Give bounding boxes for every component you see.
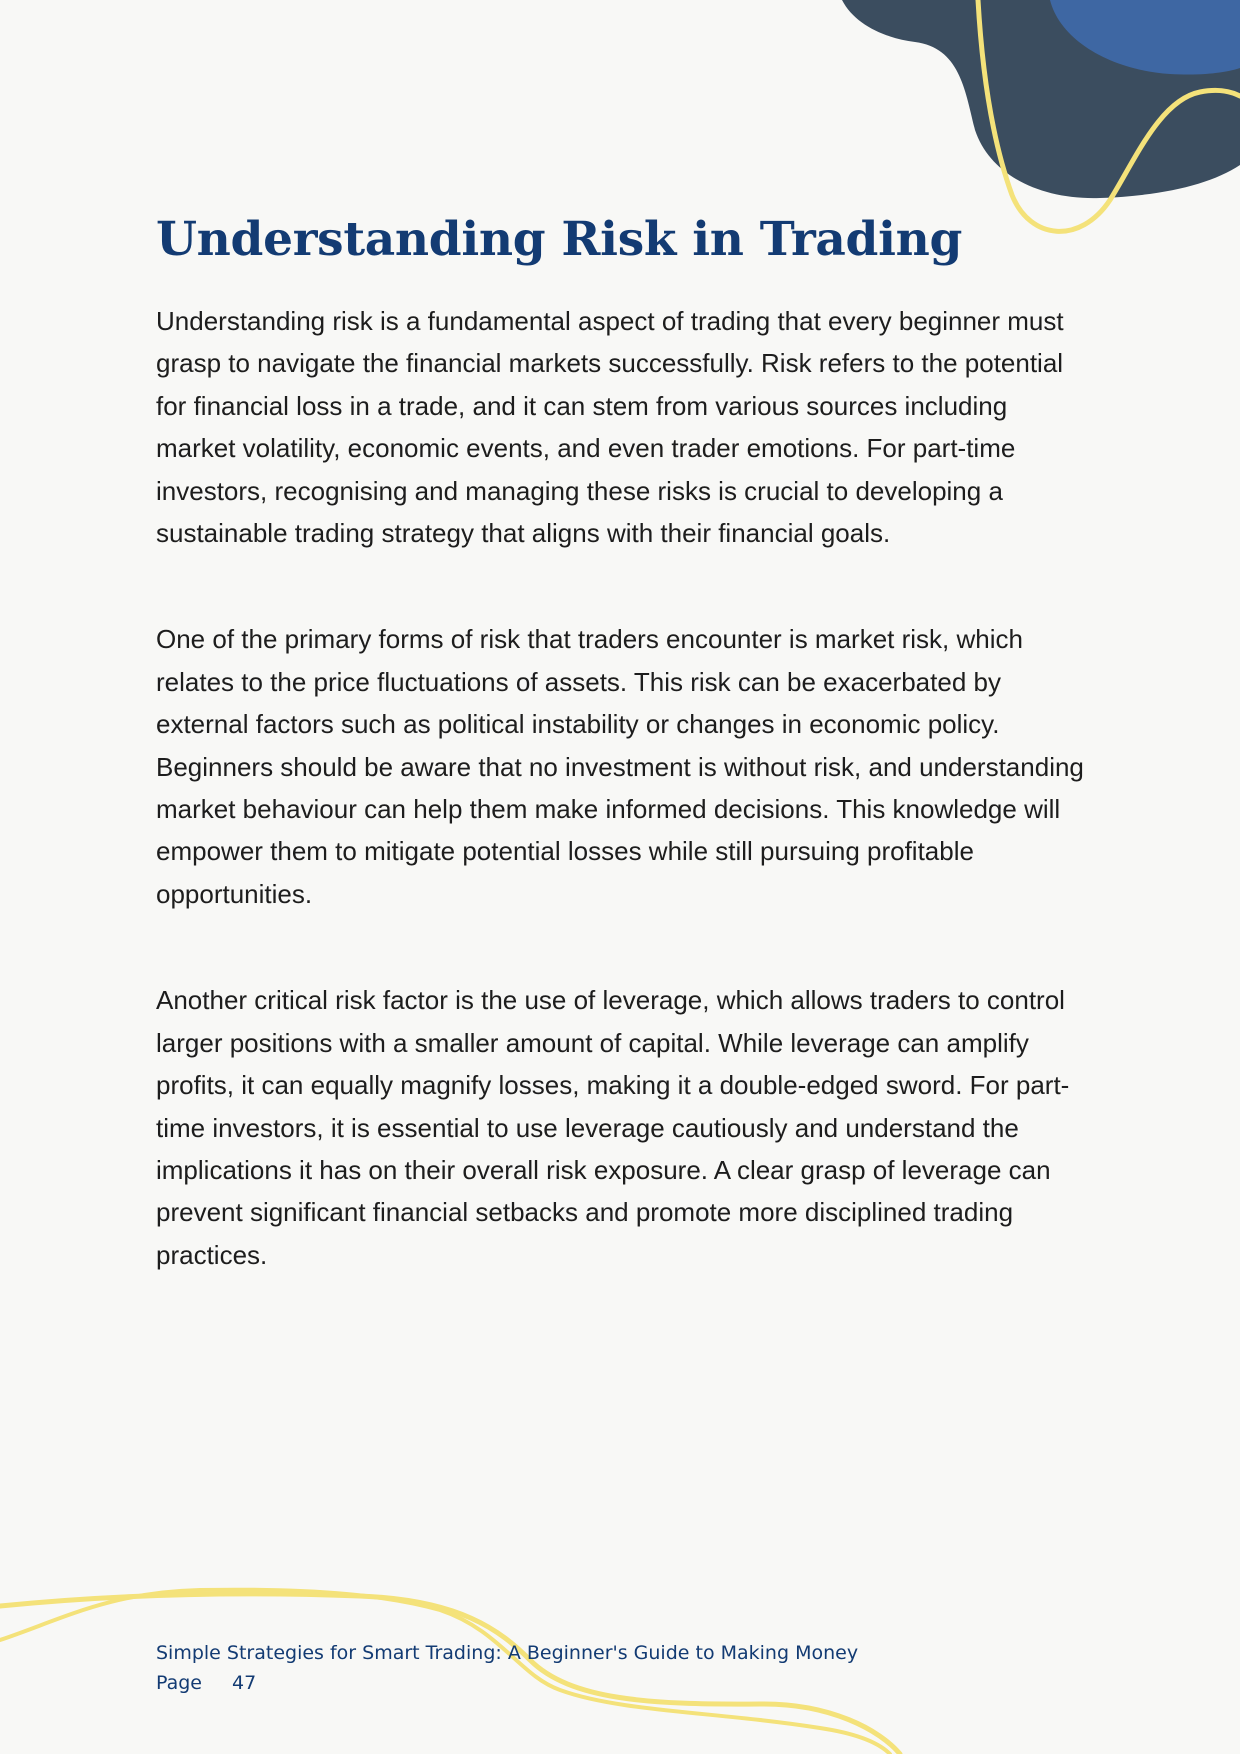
- paragraph-2: One of the primary forms of risk that traders encounter is market risk, which relates to the price fluctuations of assets. This risk can be exacerbated by external factors such as political instability or changes in economic policy. Beginners should be aware that no investment is without risk, and understanding market behaviour can help them make informed decisions. This knowledge will empower them to mitigate potential losses while still pursuing profitable opportunities.: [156, 624, 1084, 909]
- page-title: Understanding Risk in Trading: [156, 212, 963, 267]
- dark-blob-shape: [842, 0, 1240, 198]
- page-footer: [156, 1638, 1056, 1698]
- paragraph-1: Understanding risk is a fundamental aspect of trading that every beginner must grasp to navigate the financial markets successfully. Risk refers to the potential for financial loss in a trade, and it can stem from various sources including market volatility, economic events, and even trader emotions. For part-time investors, recognising and managing these risks is crucial to developing a sustainable trading strategy that aligns with their financial goals.: [156, 306, 1064, 549]
- blue-blob-shape: [1050, 0, 1240, 75]
- footer-page-label: Page: [156, 1672, 202, 1694]
- yellow-line-top: [978, 0, 1240, 231]
- paragraph-3: Another critical risk factor is the use of leverage, which allows traders to control larger positions with a smaller amount of capital. While leverage can amplify profits, it can equally magnify losses, making it a double-edged sword. For part-time investors, it is essential to use leverage cautiously and understand the implications it has on their overall risk exposure. A clear grasp of leverage can prevent significant financial setbacks and promote more disciplined trading practices.: [156, 985, 1070, 1270]
- footer-page-number: 47: [232, 1672, 257, 1694]
- body-text: [156, 300, 1086, 1340]
- footer-book-title: Simple Strategies for Smart Trading: A Beginner's Guide to Making Money: [156, 1642, 859, 1664]
- footer-page-info: [156, 1668, 1056, 1698]
